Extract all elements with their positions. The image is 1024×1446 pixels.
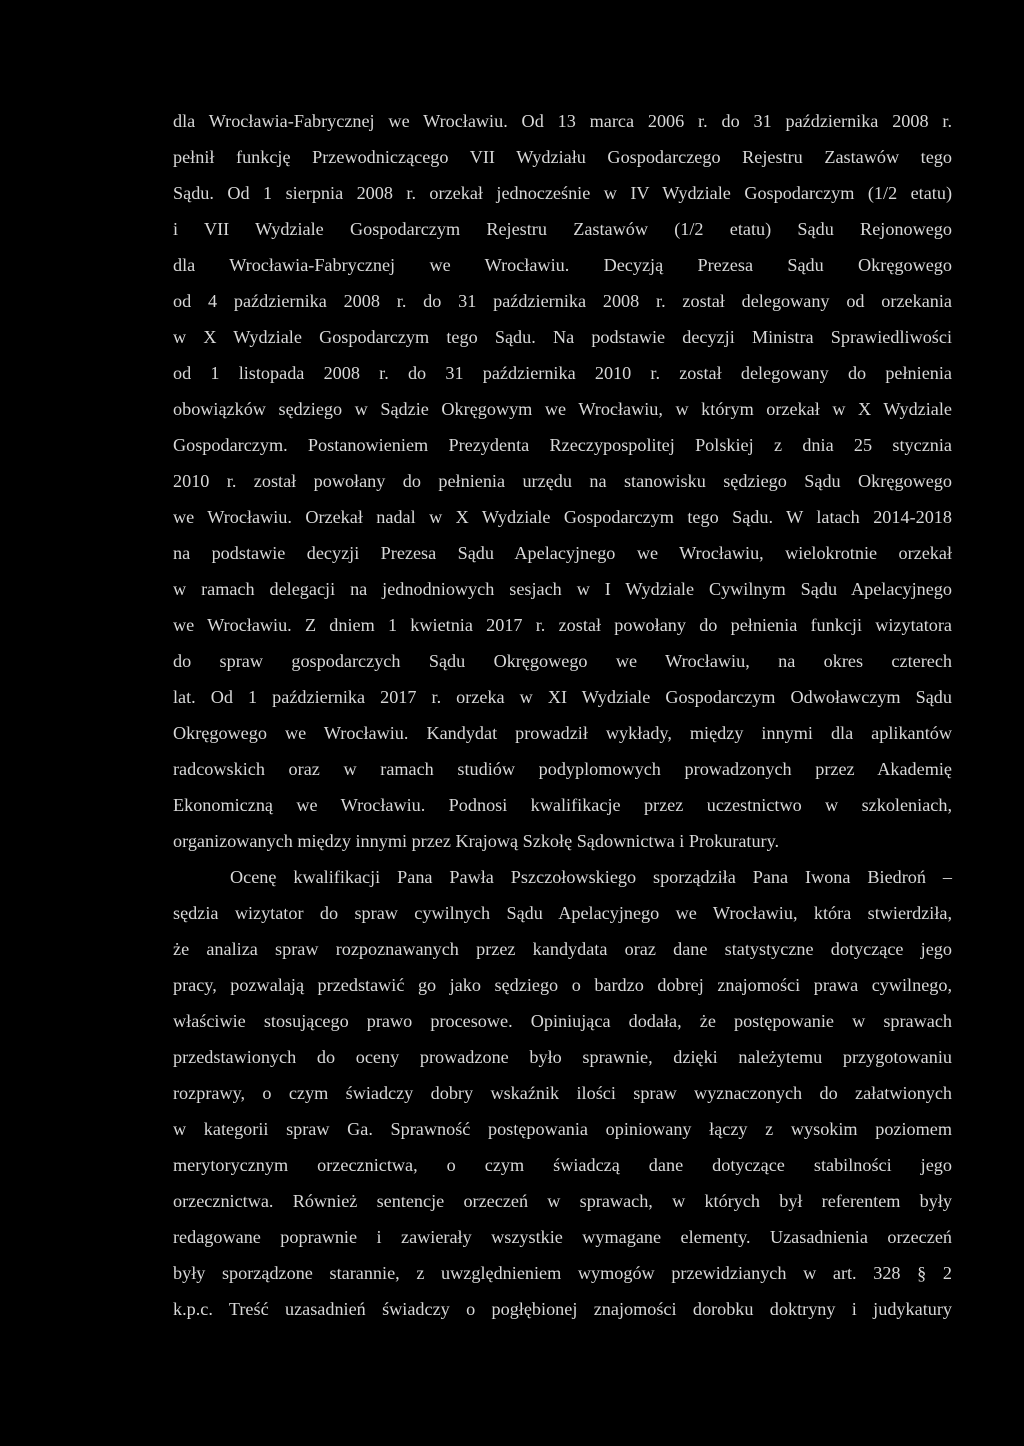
text-line: dla Wrocławia-Fabrycznej we Wrocławiu. Decyzją Prezesa Sądu Okręgowego [173, 255, 952, 275]
text-line: sędzia wizytator do spraw cywilnych Sądu Apelacyjnego we Wrocławiu, która stwierdziła, [173, 903, 952, 923]
text-line: pracy, pozwalają przedstawić go jako sędziego o bardzo dobrej znajomości prawa cywilnego, [173, 975, 952, 995]
text-line: od 1 listopada 2008 r. do 31 października 2010 r. został delegowany do pełnienia [173, 363, 952, 383]
text-line: organizowanych między innymi przez Krajową Szkołę Sądownictwa i Prokuratury. [173, 831, 780, 851]
text-line: 2010 r. został powołany do pełnienia urzędu na stanowisku sędziego Sądu Okręgowego [173, 471, 952, 491]
text-line: pełnił funkcję Przewodniczącego VII Wydziału Gospodarczego Rejestru Zastawów tego [173, 147, 952, 167]
text-line: w ramach delegacji na jednodniowych sesjach w I Wydziale Cywilnym Sądu Apelacyjnego [173, 579, 952, 599]
text-line: radcowskich oraz w ramach studiów podyplomowych prowadzonych przez Akademię [173, 759, 952, 779]
text-line: do spraw gospodarczych Sądu Okręgowego we Wrocławiu, na okres czterech [173, 651, 952, 671]
paragraph-first-line: Ocenę kwalifikacji Pana Pawła Pszczołowskiego sporządziła Pana Iwona Biedroń – [230, 867, 952, 887]
text-line: merytorycznym orzecznictwa, o czym świadczą dane dotyczące stabilności jego [173, 1155, 952, 1175]
text-line: dla Wrocławia-Fabrycznej we Wrocławiu. Od 13 marca 2006 r. do 31 października 2008 r. [173, 111, 952, 131]
text-line: obowiązków sędziego w Sądzie Okręgowym we Wrocławiu, w którym orzekał w X Wydziale [173, 399, 952, 419]
text-line: Okręgowego we Wrocławiu. Kandydat prowadził wykłady, między innymi dla aplikantów [173, 723, 952, 743]
text-line: były sporządzone starannie, z uwzględnieniem wymogów przewidzianych w art. 328 § 2 [173, 1263, 952, 1283]
text-line: k.p.c. Treść uzasadnień świadczy o pogłębionej znajomości dorobku doktryny i judykatury [173, 1299, 952, 1319]
text-line: w kategorii spraw Ga. Sprawność postępowania opiniowany łączy z wysokim poziomem [173, 1119, 952, 1139]
text-line: przedstawionych do oceny prowadzone było sprawnie, dzięki należytemu przygotowaniu [173, 1047, 952, 1067]
text-line: i VII Wydziale Gospodarczym Rejestru Zastawów (1/2 etatu) Sądu Rejonowego [173, 219, 952, 239]
text-line: Ekonomiczną we Wrocławiu. Podnosi kwalifikacje przez uczestnictwo w szkoleniach, [173, 795, 952, 815]
text-line: we Wrocławiu. Orzekał nadal w X Wydziale Gospodarczym tego Sądu. W latach 2014-2018 [173, 507, 952, 527]
text-line: rozprawy, o czym świadczy dobry wskaźnik ilości spraw wyznaczonych do załatwionych [173, 1083, 952, 1103]
text-line: orzecznictwa. Również sentencje orzeczeń w sprawach, w których był referentem były [173, 1191, 952, 1211]
text-line: właściwie stosującego prawo procesowe. Opiniująca dodała, że postępowanie w sprawach [173, 1011, 952, 1031]
text-line: w X Wydziale Gospodarczym tego Sądu. Na podstawie decyzji Ministra Sprawiedliwości [173, 327, 952, 347]
text-line: że analiza spraw rozpoznawanych przez kandydata oraz dane statystyczne dotyczące jego [173, 939, 952, 959]
text-line: na podstawie decyzji Prezesa Sądu Apelacyjnego we Wrocławiu, wielokrotnie orzekał [173, 543, 952, 563]
text-line: lat. Od 1 października 2017 r. orzeka w XI Wydziale Gospodarczym Odwoławczym Sądu [173, 687, 952, 707]
text-line: od 4 października 2008 r. do 31 października 2008 r. został delegowany od orzekania [173, 291, 952, 311]
text-line: Sądu. Od 1 sierpnia 2008 r. orzekał jednocześnie w IV Wydziale Gospodarczym (1/2 etatu) [173, 183, 952, 203]
text-line: we Wrocławiu. Z dniem 1 kwietnia 2017 r. został powołany do pełnienia funkcji wizytatora [173, 615, 952, 635]
text-line: Gospodarczym. Postanowieniem Prezydenta Rzeczypospolitej Polskiej z dnia 25 stycznia [173, 435, 952, 455]
text-line: redagowane poprawnie i zawierały wszystkie wymagane elementy. Uzasadnienia orzeczeń [173, 1227, 952, 1247]
